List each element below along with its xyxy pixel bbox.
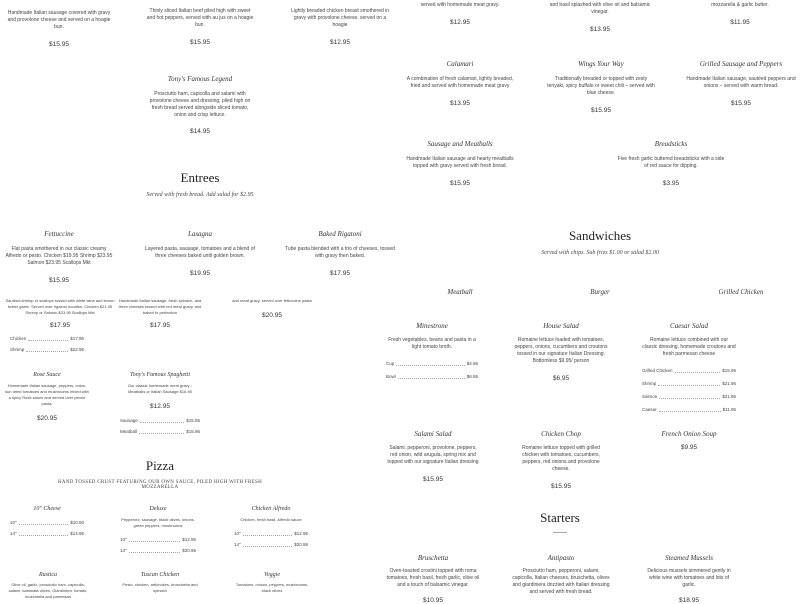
item-price: $17.95	[50, 322, 70, 329]
item-price: $18.95	[679, 597, 699, 604]
item-price: $15.95	[49, 277, 69, 284]
sandwiches-section-header	[500, 228, 700, 256]
item-desc: Tomatoes, onions, peppers, mushrooms, black olives	[235, 582, 309, 593]
item-price: $15.95	[450, 180, 470, 187]
menu-item-top-4	[406, 2, 514, 26]
item-desc: Layered pasta, sausage, tomatoes and a blend of three cheeses baked until golden brown.	[145, 246, 255, 259]
item-desc: Sautéed shrimp or scallops tossed with white wine and lemon butter garlic. Served over rigatoni noodles. Chicken $21.95 Shrimp or Salmon $23.95 Scallops Mkt	[5, 298, 115, 315]
menu-item-mid-1	[5, 298, 115, 329]
item-desc: Olive oil, garlic, prosciutto ham, capicolla, salami, kalamata olives, Giardiniera, tomato, mozzarella and parmesan	[8, 582, 88, 599]
item-desc: Traditionally breaded or topped with zesty teriyaki, spicy buffalo or sweet chili – served with blue cheese.	[547, 76, 655, 96]
item-title: 10" Cheese	[33, 506, 61, 512]
item-title: Chicken Alfredo	[251, 506, 291, 512]
item-price: $15.95	[423, 476, 443, 483]
menu-item-mid-2	[116, 298, 204, 329]
pizza-section-header	[40, 458, 280, 490]
menu-item-salami-salad	[386, 430, 480, 483]
option-row: Chicken $17.95	[10, 336, 84, 341]
item-desc: Romaine lettuce combined with our classic dressing, homemade croutons and fresh parmesan cheese	[642, 337, 736, 357]
starters-section-header	[500, 510, 620, 533]
option-row: Caesar $11.95	[642, 407, 736, 412]
item-title: Chicken Chop	[541, 430, 581, 438]
menu-item-chicken-sandwich	[286, 0, 394, 46]
menu-item-tony-legend	[145, 75, 255, 135]
item-desc: Salami, pepperoni, provolone, peppers, red onion, wild arugula, spring mix and topped with our signature Italian dressing	[387, 445, 479, 465]
menu-item-house-salad	[514, 322, 608, 382]
item-desc: Thinly sliced Italian beef piled high with sweet and hot peppers, served with au jus on a hoagie bun.	[146, 8, 254, 28]
section-title: Sandwiches	[568, 228, 632, 243]
item-price: $12.95	[330, 39, 350, 46]
item-price: $15.95	[591, 107, 611, 114]
item-price: $11.95	[730, 19, 750, 26]
item-title: Grilled Sausage and Peppers	[699, 60, 783, 68]
item-desc: Tube pasta blended with a trio of cheeses, tossed with gravy then baked.	[285, 246, 395, 259]
item-desc: Lightly breaded chicken breast smothered in gravy with provolone cheese, served on a hoagie	[290, 8, 390, 28]
item-desc: Pesto, chicken, artichokes, bruschetta and spinach	[122, 582, 198, 593]
item-price: $12.95	[450, 19, 470, 26]
item-price: $15.95	[551, 483, 571, 490]
item-desc: and basil splashed with olive oil and balsamic vinegar.	[549, 2, 651, 15]
item-desc: Delicious mussels simmered gently in white wine with tomatoes and lots of garlic.	[647, 568, 731, 588]
item-price: $14.95	[190, 128, 210, 135]
item-price: $20.95	[262, 312, 282, 319]
menu-item-chicken-chop	[514, 430, 608, 490]
menu-item-top-6	[686, 2, 794, 26]
item-price: $17.95	[150, 322, 170, 329]
option-row: Sausage $15.95	[120, 418, 200, 423]
item-title: Rose Sauce	[33, 372, 61, 378]
item-price: $6.95	[552, 375, 570, 382]
item-title: Fettuccine	[44, 230, 74, 238]
item-title: Deluxe	[149, 506, 167, 512]
item-title: Salami Salad	[414, 430, 452, 438]
item-price: $9.95	[680, 444, 698, 451]
item-desc: Flat pasta smothered in our classic creamy Alfredo or pesto. Chicken $19.95 Shrimp $23.95 Salmon $23.95 Scallops Mkt	[5, 246, 113, 266]
pizza-10-cheese	[10, 506, 84, 536]
item-title: House Salad	[543, 322, 579, 330]
section-divider	[553, 532, 567, 533]
menu-item-lasagna	[145, 230, 255, 277]
menu-item-minestrone	[386, 322, 478, 379]
option-row: 10" $10.50	[10, 520, 84, 525]
sandwich-meatball-title: Meatball	[447, 288, 473, 296]
option-row: 14" $20.95	[120, 548, 196, 553]
section-title: Starters	[540, 510, 580, 525]
item-desc: Prosciutto ham, pepperoni, salami, capicolla, Italian cheeses, bruschetta, olives and giardiniera drizzled with Italian dressing and served with fresh bread.	[512, 568, 610, 595]
option-row: Bowl $6.95	[386, 374, 478, 379]
item-title: Tony's Famous Legend	[167, 75, 233, 83]
option-row: 10" $12.95	[120, 537, 196, 542]
item-desc: Handmade Italian sausage, fresh spinach, and three cheeses tossed with red meat gravy, and baked to perfection	[118, 298, 202, 315]
item-title: French Onion Soup	[661, 430, 717, 438]
item-desc: Five fresh garlic buttered breadsticks with a side of red sauce for dipping.	[617, 156, 725, 169]
item-price: $20.95	[37, 415, 57, 422]
starter-antipasto	[512, 554, 610, 596]
item-title: Lasagna	[187, 230, 213, 238]
item-desc: Homemade Italian sausage, peppers, onion, sun dried tomatoes and mushrooms mixed with a spicy Rosé sauce and served over penne pasta.	[5, 383, 89, 406]
option-row: Shrimp $21.95	[642, 381, 736, 386]
item-title: Caesar Salad	[670, 322, 708, 330]
item-desc: and meat gravy, served over fettuccine pasta	[232, 298, 312, 303]
item-title: Veggie	[264, 572, 280, 578]
item-title: Rustica	[39, 572, 57, 578]
item-title: Tony's Famous Spaghetti	[129, 372, 191, 378]
item-title: Sausage and Meatballs	[427, 140, 493, 148]
pizza-rustica	[6, 572, 90, 600]
item-title: Breadsticks	[654, 140, 688, 148]
section-title: Pizza	[145, 458, 175, 473]
item-desc: mozzarella & garlic butter.	[711, 2, 769, 8]
item-title: Baked Rigatoni	[318, 230, 362, 238]
item-desc: Handmade Italian sausage, sautéed peppers and onions – served with warm bread.	[686, 76, 796, 89]
menu-item-fettuccine	[5, 230, 113, 284]
item-desc: served with homemade meat gravy.	[420, 2, 500, 8]
menu-item-caesar-salad	[642, 322, 736, 412]
item-title: Antipasto	[547, 554, 575, 562]
item-title: Calamari	[446, 60, 474, 68]
menu-item-italian-beef	[146, 0, 254, 46]
item-price: $15.95	[49, 41, 69, 48]
starter-bruschetta	[386, 554, 480, 604]
section-subtitle: Served with chips. Sub fries $1.00 or salad $2.00	[541, 250, 659, 256]
menu-item-french-onion	[642, 430, 736, 451]
item-desc: Chicken, fresh basil, Alfredo sauce	[240, 517, 302, 522]
menu-item-top-5	[546, 2, 654, 33]
menu-item-breadsticks	[616, 140, 726, 187]
menu-item-baked-rigatoni	[285, 230, 395, 277]
section-title: Entrees	[180, 170, 220, 185]
entrees-section-header	[100, 170, 300, 198]
item-title: Minestrone	[416, 322, 448, 330]
item-price: $13.95	[450, 100, 470, 107]
item-price: $17.95	[330, 270, 350, 277]
item-title: Tuscan Chicken	[140, 572, 180, 578]
item-price: $13.95	[590, 26, 610, 33]
pizza-veggie	[232, 572, 312, 594]
item-desc: Oven-toasted crostini topped with roma tomatoes, fresh basil, fresh garlic, olive oil and a touch of balsamic vinegar.	[386, 568, 480, 588]
pizza-tuscan-chicken	[120, 572, 200, 594]
item-desc: Pepperoni, sausage, black olives, onions, green peppers, mushrooms	[121, 517, 195, 528]
item-desc: Our classic homemade meat gravy - Meatballs or Italian Sausage $16.95	[127, 383, 193, 394]
section-subtitle: Served with fresh bread. Add salad for $2.95	[146, 192, 254, 198]
item-title: Bruschetta	[417, 554, 449, 562]
option-row: 14" $14.95	[10, 531, 84, 536]
item-title: Wings Your Way	[578, 60, 624, 68]
section-subtitle: HAND TOSSED CRUST FEATURING OUR OWN SAUCE, PILED HIGH WITH FRESH MOZZARELLA	[58, 480, 262, 490]
menu-item-wings	[546, 60, 656, 114]
item-price: $10.95	[423, 597, 443, 604]
menu-item-rose-sauce	[5, 372, 89, 422]
item-desc: Romaine lettuce topped with grilled chicken with tomatoes, cucumbers, peppers, red onions and provolone cheese.	[522, 445, 600, 472]
item-price: $19.95	[190, 270, 210, 277]
menu-item-mid-3	[226, 298, 318, 319]
menu-item-grilled-sausage	[686, 60, 796, 107]
item-price: $3.95	[662, 180, 680, 187]
option-row: Salmon $21.95	[642, 394, 736, 399]
pizza-chicken-alfredo	[234, 506, 308, 547]
item-desc: Fresh vegetables, beans and pasta in a light tomato broth.	[388, 337, 476, 350]
item-desc: A combination of fresh calamari, lightly breaded, fried and served with homemade meat gravy	[406, 76, 514, 89]
item-price: $15.95	[731, 100, 751, 107]
option-row: Meatball $15.95	[120, 429, 200, 434]
option-row: 14" $20.95	[234, 542, 308, 547]
pizza-deluxe	[120, 506, 196, 553]
item-title: Steamed Mussels	[664, 554, 714, 562]
item-price: $12.95	[150, 403, 170, 410]
option-row: 10" $12.95	[234, 531, 308, 536]
option-row: Grilled Chicken $15.95	[642, 368, 736, 373]
sandwich-burger-title: Burger	[590, 288, 610, 296]
item-desc: Prosciutto ham, capicolla and salami with provolone cheese and dressing, piled high on fresh bread served alongside sliced tomato, onion and crisp lettuce.	[149, 91, 251, 118]
sandwich-grilled-chicken-title: Grilled Chicken	[718, 288, 764, 296]
starter-steamed-mussels	[642, 554, 736, 604]
menu-item-calamari	[406, 60, 514, 107]
chicken-shrimp-options	[10, 336, 84, 352]
item-desc: Handmade Italian sausage and hearty meatballs topped with gravy served with fresh bread.	[406, 156, 514, 169]
item-price: $15.95	[190, 39, 210, 46]
menu-item-tony-spaghetti	[120, 372, 200, 434]
option-row: Shrimp $22.95	[10, 347, 84, 352]
menu-item-sausage-sandwich	[5, 0, 113, 48]
item-desc: Romaine lettuce loaded with tomatoes, peppers, onions, cucumbers and croutons tossed in our signature Italian Dressing. Bottomless $9.95/ person	[514, 337, 608, 364]
item-desc: Handmade Italian sausage covered with gravy and provolone cheese and served on a hoagie bun.	[7, 10, 111, 30]
option-row: Cup $4.95	[386, 361, 478, 366]
menu-item-sausage-meatballs	[406, 140, 514, 187]
